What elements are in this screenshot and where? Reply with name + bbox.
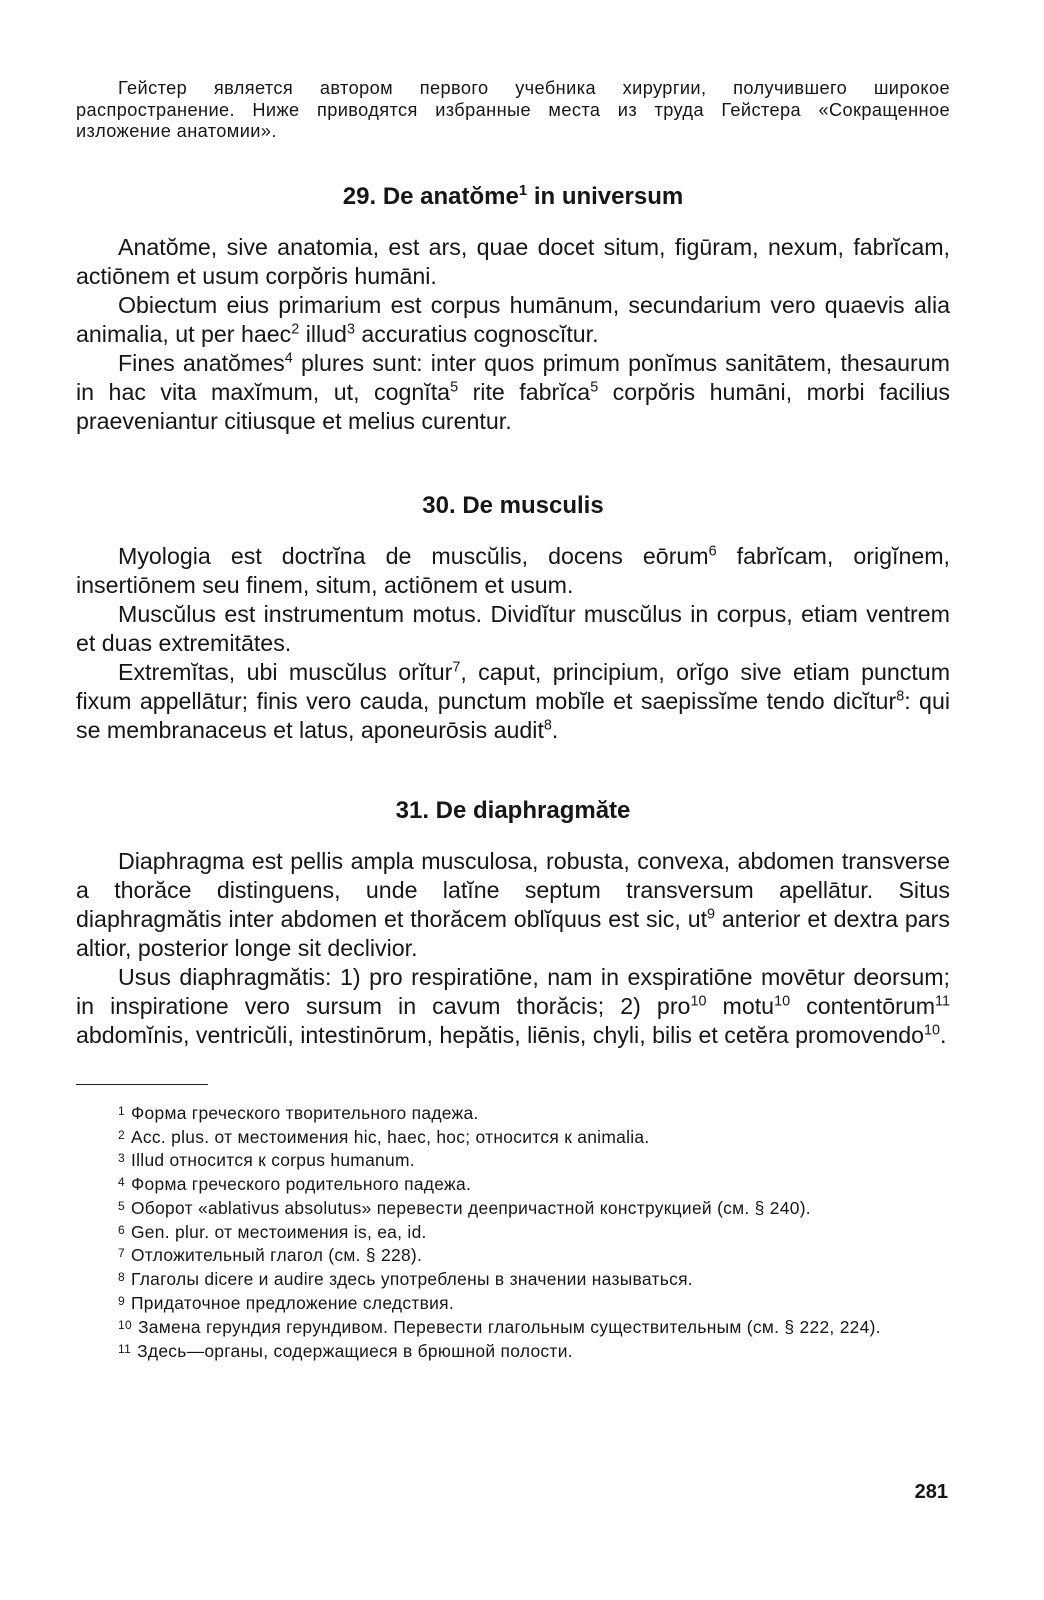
footnote-text: Замена герундия герундивом. Перевести глагольным существительным (см. § 222, 224).	[137, 1317, 881, 1337]
footnote-number: 9	[118, 1294, 125, 1309]
paragraph-text: Usus diaphragmătis: 1) pro respiratiōne, nam in exspiratiōne movētur deorsum; in inspiratione vero sursum in cavum thorăcis; 2) pro	[76, 963, 950, 1019]
footnote-number: 6	[118, 1222, 125, 1237]
footnote-ref: 10	[774, 993, 791, 1010]
paragraph-text: illud	[299, 320, 347, 347]
footnote-number: 2	[118, 1127, 125, 1142]
footnote-text: Оборот «ablativus absolutus» перевести деепричастной конструкцией (см. § 240).	[130, 1198, 811, 1219]
sections	[76, 183, 950, 1050]
section-heading	[76, 183, 950, 211]
footnote-text: Отложительный глагол (см. § 228).	[130, 1245, 423, 1266]
footnote-text: Здесь—органы, содержащиеся в брюшной полости.	[137, 1340, 573, 1361]
footnote-ref: 8	[543, 717, 552, 734]
body-paragraph	[76, 658, 950, 745]
footnote	[76, 1196, 950, 1220]
paragraph-text: contentōrum	[790, 992, 936, 1019]
section-heading	[76, 797, 950, 825]
footnote	[76, 1243, 950, 1267]
body-paragraph	[76, 963, 950, 1050]
paragraph-text: abdomĭnis, ventricŭli, intestinōrum, hepătis, liēnis, chyli, bilis et cetĕra promovendo	[76, 1021, 925, 1048]
footnote-text: Форма греческого родительного падежа.	[130, 1174, 472, 1195]
footnote	[76, 1315, 950, 1339]
footnote	[76, 1172, 950, 1196]
footnote	[76, 1101, 950, 1125]
footnote-text: Глаголы dicere и audire здесь употреблены в значении называться.	[130, 1269, 693, 1290]
footnote-ref: 6	[708, 543, 717, 560]
paragraph-text: Anatŏme, sive anatomia, est ars, quae docet situm, figūram, nexum, fabrĭcam, actiōnem et usum corpŏris humāni.	[76, 233, 950, 289]
paragraph-text: Myologia est doctrĭna de muscŭlis, docens eōrum	[118, 542, 709, 569]
paragraph-text: motu	[706, 992, 775, 1019]
intro-paragraph: Гейстер является автором первого учебника хирургии, получившего широкое распространение. Ниже приводятся избранные места из труда Гейстера «Сокращенное изложение анатомии».	[76, 78, 950, 142]
footnote-ref: 10	[924, 1022, 941, 1039]
body-paragraph	[76, 847, 950, 963]
footnote-text: Форма греческого творительного падежа.	[130, 1102, 479, 1123]
heading-text: 31. De diaphragmăte	[395, 796, 631, 824]
footnote-text: Illud относится к corpus humanum.	[130, 1150, 415, 1171]
footnote-number: 3	[118, 1151, 125, 1166]
footnote-ref: 11	[935, 993, 950, 1010]
page-number: 281	[914, 1481, 948, 1503]
paragraph-text: Diaphragma est pellis ampla musculosa, robusta, convexa, abdomen transverse a thorăce distinguens, unde latĭne septum transversum apellātur. Situs diaphragmătis inter abdomen et thorăcem oblĭquus est sic, ut	[76, 847, 950, 932]
heading-text: 29. De anatŏme	[342, 182, 519, 210]
footnote	[76, 1220, 950, 1244]
paragraph-text: Obiectum eius primarium est corpus humānum, secundarium vero quaevis alia animalia, ut per haec	[76, 291, 950, 347]
body-paragraph	[76, 542, 950, 600]
paragraph-text: fabrĭcam, origĭnem, insertiōnem seu finem, situm, actiōnem et usum.	[76, 542, 950, 598]
footnote-ref: 5	[590, 379, 599, 396]
footnote	[76, 1267, 950, 1291]
footnote-ref: 4	[284, 350, 293, 367]
footnote-text: Gen. plur. от местоимения is, ea, id.	[130, 1221, 427, 1242]
footnote-number: 4	[118, 1175, 125, 1190]
paragraph-text: corpŏris humāni, morbi facilius praeveniantur citiusque et melius curentur.	[76, 378, 951, 434]
footnote-rule	[76, 1084, 208, 1085]
paragraph-text: .	[940, 1021, 947, 1048]
paragraph-text: Extremĭtas, ubi muscŭlus orĭtur	[118, 658, 453, 685]
footnote-text: Придаточное предложение следствия.	[130, 1293, 455, 1314]
footnote-ref: 9	[707, 906, 716, 923]
footnotes	[76, 1101, 950, 1363]
body-paragraph	[76, 291, 950, 349]
footnote-number: 11	[118, 1341, 132, 1356]
footnote-ref: 5	[450, 379, 459, 396]
paragraph-text: plures sunt: inter quos primum ponĭmus sanitātem, thesaurum in hac vita maxĭmum, ut, cognĭta	[76, 349, 950, 405]
section-heading	[76, 492, 950, 520]
footnote	[76, 1291, 950, 1315]
paragraph-text: rite fabrĭca	[458, 378, 591, 405]
footnote-ref: 3	[346, 321, 355, 338]
footnote-number: 8	[118, 1270, 125, 1285]
footnote-number: 7	[118, 1246, 125, 1261]
paragraph-text: : qui se membranaceus et latus, aponeurōsis audit	[76, 687, 950, 743]
footnote	[76, 1339, 950, 1363]
footnote-ref: 10	[690, 993, 707, 1010]
page-content	[76, 78, 950, 1362]
footnote-number: 1	[118, 1103, 125, 1118]
heading-text: 30. De musculis	[422, 491, 604, 519]
paragraph-text: , caput, principium, orĭgo sive etiam punctum fixum appellātur; finis vero cauda, punctum mobĭle et saepissĭme tendo dicĭtur	[76, 658, 951, 714]
footnote	[76, 1148, 950, 1172]
footnote-text: Acc. plus. от местоимения hic, haec, hoc; относится к animalia.	[130, 1126, 650, 1147]
paragraph-text: Muscŭlus est instrumentum motus. Dividĭtur muscŭlus in corpus, etiam ventrem et duas extremitātes.	[76, 600, 950, 656]
paragraph-text: accuratius cognoscĭtur.	[354, 320, 599, 347]
heading-text: in universum	[527, 182, 684, 210]
footnote	[76, 1125, 950, 1149]
footnote-ref: 2	[291, 321, 300, 338]
paragraph-text: Fines anatŏmes	[118, 349, 285, 376]
body-paragraph	[76, 349, 950, 436]
paragraph-text: .	[551, 716, 559, 743]
footnote-ref: 7	[452, 659, 461, 676]
body-paragraph	[76, 233, 950, 291]
body-paragraph	[76, 600, 950, 658]
footnote-number: 10	[118, 1317, 132, 1332]
footnote-number: 5	[118, 1198, 125, 1213]
paragraph-text: anterior et dextra pars altior, posterior longe sit declivior.	[76, 905, 950, 961]
footnote-ref: 1	[518, 182, 528, 199]
footnote-ref: 8	[896, 688, 905, 705]
